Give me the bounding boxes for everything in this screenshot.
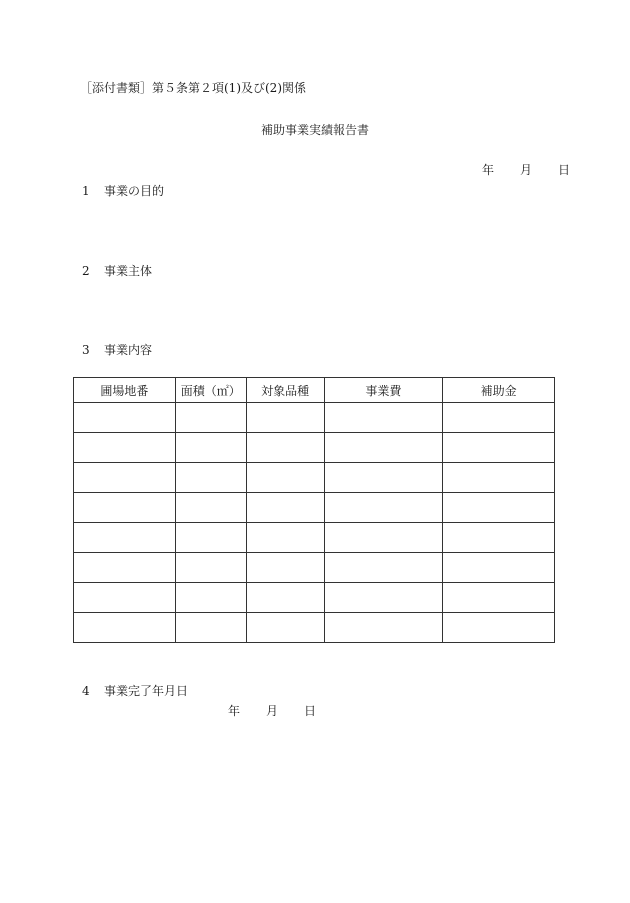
header-project-cost: 事業費 — [324, 378, 443, 403]
cell-subsidy[interactable] — [443, 553, 555, 583]
section-label: 事業主体 — [104, 264, 153, 278]
cell-plot-number[interactable] — [74, 553, 176, 583]
cell-area[interactable] — [175, 523, 246, 553]
section-number: 2 — [82, 264, 90, 278]
section-number: 1 — [82, 184, 90, 198]
section-completion-date — [82, 684, 188, 698]
completion-date — [228, 704, 316, 718]
cell-subsidy[interactable] — [443, 403, 555, 433]
cell-project-cost[interactable] — [324, 613, 443, 643]
header-variety: 対象品種 — [246, 378, 324, 403]
cell-area[interactable] — [175, 583, 246, 613]
cell-project-cost[interactable] — [324, 493, 443, 523]
section-label: 事業内容 — [104, 343, 153, 357]
cell-project-cost[interactable] — [324, 403, 443, 433]
section-content — [82, 343, 152, 357]
cell-project-cost[interactable] — [324, 523, 443, 553]
cell-variety[interactable] — [246, 523, 324, 553]
cell-variety[interactable] — [246, 403, 324, 433]
cell-plot-number[interactable] — [74, 523, 176, 553]
section-label: 事業の目的 — [104, 184, 165, 198]
completion-day-label: 日 — [304, 704, 317, 718]
cell-variety[interactable] — [246, 493, 324, 523]
cell-subsidy[interactable] — [443, 583, 555, 613]
cell-area[interactable] — [175, 493, 246, 523]
table-row — [74, 493, 555, 523]
project-content-table — [73, 377, 555, 643]
cell-subsidy[interactable] — [443, 493, 555, 523]
table-row — [74, 583, 555, 613]
cell-area[interactable] — [175, 553, 246, 583]
cell-variety[interactable] — [246, 613, 324, 643]
cell-plot-number[interactable] — [74, 583, 176, 613]
cell-project-cost[interactable] — [324, 463, 443, 493]
table-row — [74, 403, 555, 433]
cell-area[interactable] — [175, 403, 246, 433]
cell-subsidy[interactable] — [443, 523, 555, 553]
cell-subsidy[interactable] — [443, 613, 555, 643]
cell-plot-number[interactable] — [74, 613, 176, 643]
section-purpose — [82, 184, 164, 198]
section-entity — [82, 264, 152, 278]
cell-plot-number[interactable] — [74, 403, 176, 433]
cell-variety[interactable] — [246, 553, 324, 583]
table-row — [74, 553, 555, 583]
date-month-label: 月 — [520, 163, 533, 177]
cell-plot-number[interactable] — [74, 433, 176, 463]
table-row — [74, 613, 555, 643]
cell-project-cost[interactable] — [324, 433, 443, 463]
table-row — [74, 523, 555, 553]
cell-plot-number[interactable] — [74, 463, 176, 493]
completion-year-label: 年 — [228, 704, 241, 718]
report-date — [482, 163, 570, 177]
cell-variety[interactable] — [246, 583, 324, 613]
table-row — [74, 433, 555, 463]
section-label: 事業完了年月日 — [104, 684, 189, 698]
table-row — [74, 463, 555, 493]
cell-project-cost[interactable] — [324, 553, 443, 583]
cell-subsidy[interactable] — [443, 463, 555, 493]
attachment-reference: ［添付書類］第５条第２項(1)及び(2)関係 — [80, 81, 306, 95]
cell-area[interactable] — [175, 433, 246, 463]
cell-plot-number[interactable] — [74, 493, 176, 523]
date-day-label: 日 — [558, 163, 571, 177]
header-subsidy: 補助金 — [443, 378, 555, 403]
cell-variety[interactable] — [246, 463, 324, 493]
date-year-label: 年 — [482, 163, 495, 177]
cell-subsidy[interactable] — [443, 433, 555, 463]
completion-month-label: 月 — [266, 704, 279, 718]
table-header-row — [74, 378, 555, 403]
section-number: 4 — [82, 684, 90, 698]
header-area: 面積（㎡） — [175, 378, 246, 403]
cell-variety[interactable] — [246, 433, 324, 463]
section-number: 3 — [82, 343, 90, 357]
header-plot-number: 圃場地番 — [74, 378, 176, 403]
cell-area[interactable] — [175, 463, 246, 493]
cell-project-cost[interactable] — [324, 583, 443, 613]
document-title: 補助事業実績報告書 — [260, 123, 369, 137]
cell-area[interactable] — [175, 613, 246, 643]
